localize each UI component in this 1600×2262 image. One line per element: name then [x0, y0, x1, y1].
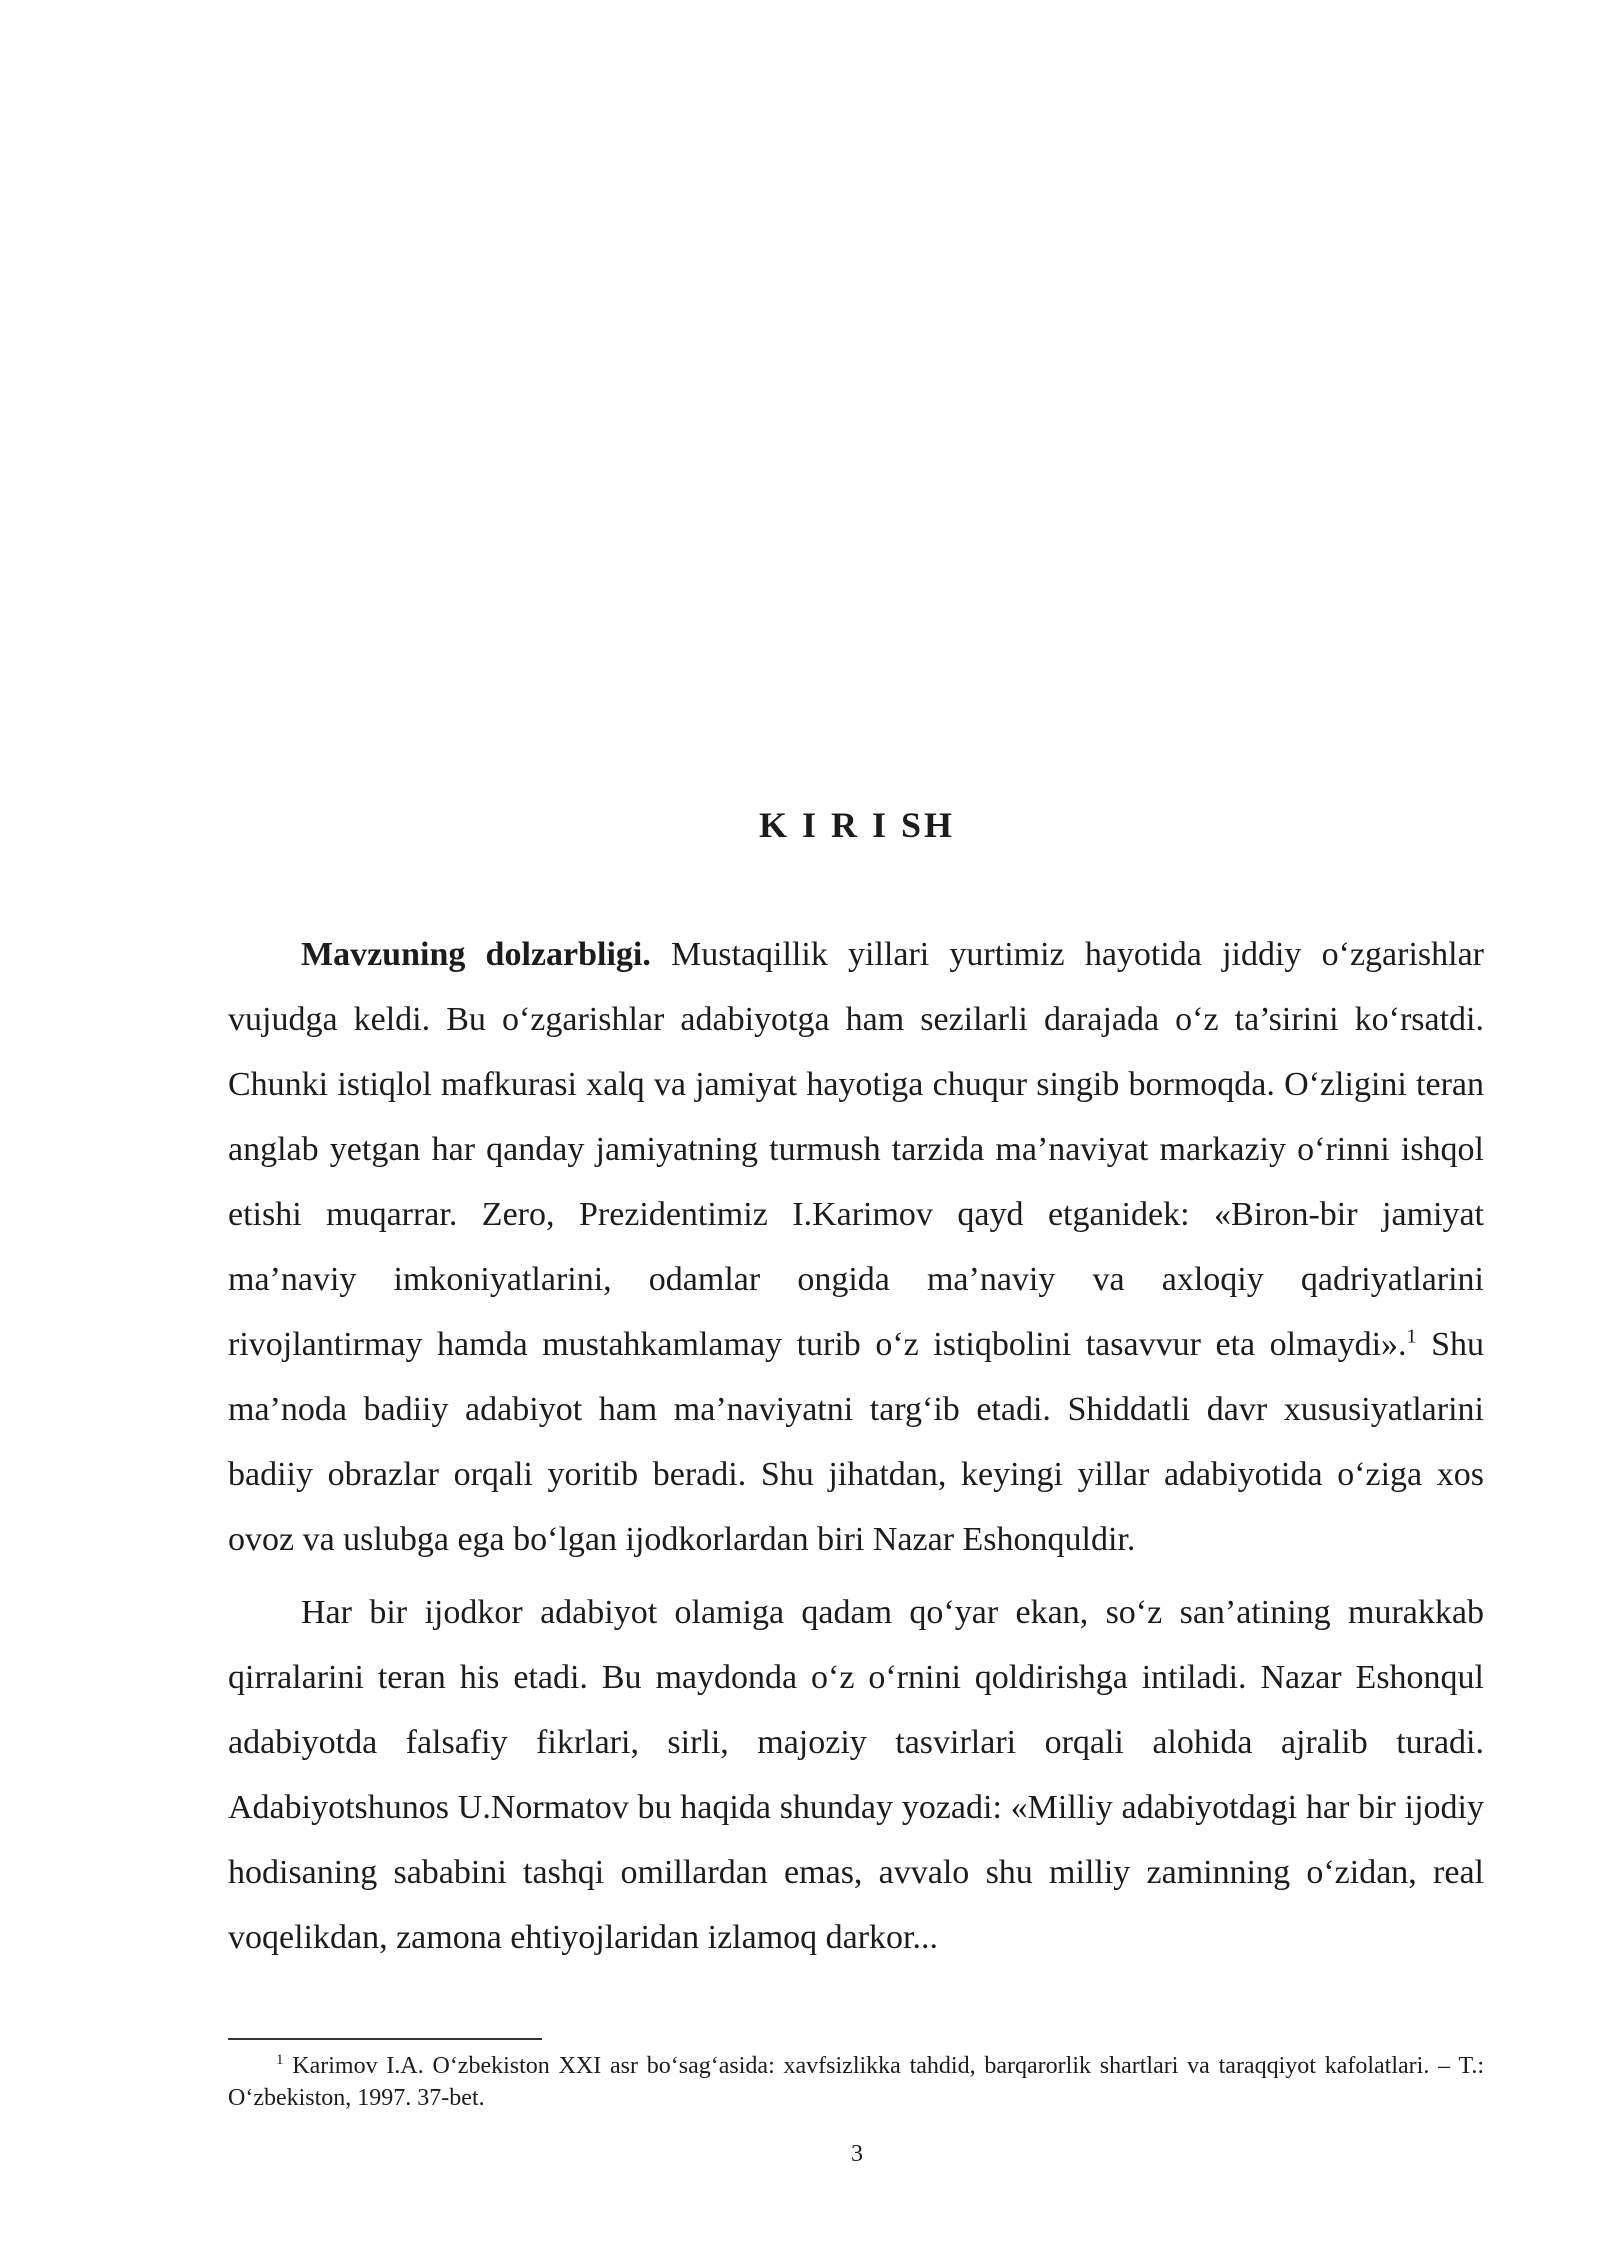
- paragraph-lead: Mavzuning dolzarbligi.: [301, 936, 651, 973]
- footnote: [228, 2050, 1484, 2114]
- footnote-text: Karimov I.A. O‘zbekiston XXI asr bo‘sag‘asida: xavfsizlikka tahdid, barqarorlik shartlari va taraqqiyot kafolatlari. – T.: O‘zbekiston, 1997. 37-bet.: [228, 2053, 1484, 2111]
- paragraph-writer: Har bir ijodkor adabiyot olamiga qadam qo‘yar ekan, so‘z san’atining murakkab qirralarini teran his etadi. Bu maydonda o‘z o‘rnini qoldirishga intiladi. Nazar Eshonqul adabiyotda falsafiy fikrlari, sirli, majoziy tasvirlari orqali alohida ajralib turadi. Adabiyotshunos U.Normatov bu haqida shunday yozadi: «Milliy adabiyotdagi har bir ijodiy hodisaning sababini tashqi omillardan emas, avvalo shu milliy zaminning o‘zidan, real voqelikdan, zamona ehtiyojlaridan izlamoq darkor...: [228, 1594, 1484, 1956]
- footnote-separator: [228, 2038, 542, 2040]
- section-heading: K I R I SH: [758, 805, 956, 845]
- body-text: [228, 922, 1484, 1970]
- footnote-mark: 1: [276, 2052, 284, 2068]
- paragraph-text-continued: Shu ma’noda badiiy adabiyot ham ma’naviyatni targ‘ib etadi. Shiddatli davr xususiyatlarini badiiy obrazlar orqali yoritib beradi. Shu jihatdan, keyingi yillar adabiyotida o‘ziga xos ovoz va uslubga ega bo‘lgan ijodkorlardan biri Nazar Eshonquldir.: [228, 1326, 1484, 1558]
- footnote-reference[interactable]: 1: [1406, 1325, 1417, 1348]
- paragraph-text: Mustaqillik yillari yurtimiz hayotida jiddiy o‘zgarishlar vujudga keldi. Bu o‘zgarishlar adabiyotga ham sezilarli darajada o‘z ta’sirini ko‘rsatdi. Chunki istiqlol mafkurasi xalq va jamiyat hayotiga chuqur singib bormoqda. O‘zligini teran anglab yetgan har qanday jamiyatning turmush tarzida ma’naviyat markaziy o‘rinni ishqol etishi muqarrar. Zero, Prezidentimiz I.Karimov qayd etganidek: «Biron-bir jamiyat ma’naviy imkoniyatlarini, odamlar ongida ma’naviy va axloqiy qadriyatlarini rivojlantirmay hamda mustahkamlamay turib o‘z istiqbolini tasavvur eta olmaydi».: [228, 936, 1484, 1363]
- page-number: 3: [851, 2141, 863, 2167]
- paragraph-relevance: [228, 922, 1484, 1572]
